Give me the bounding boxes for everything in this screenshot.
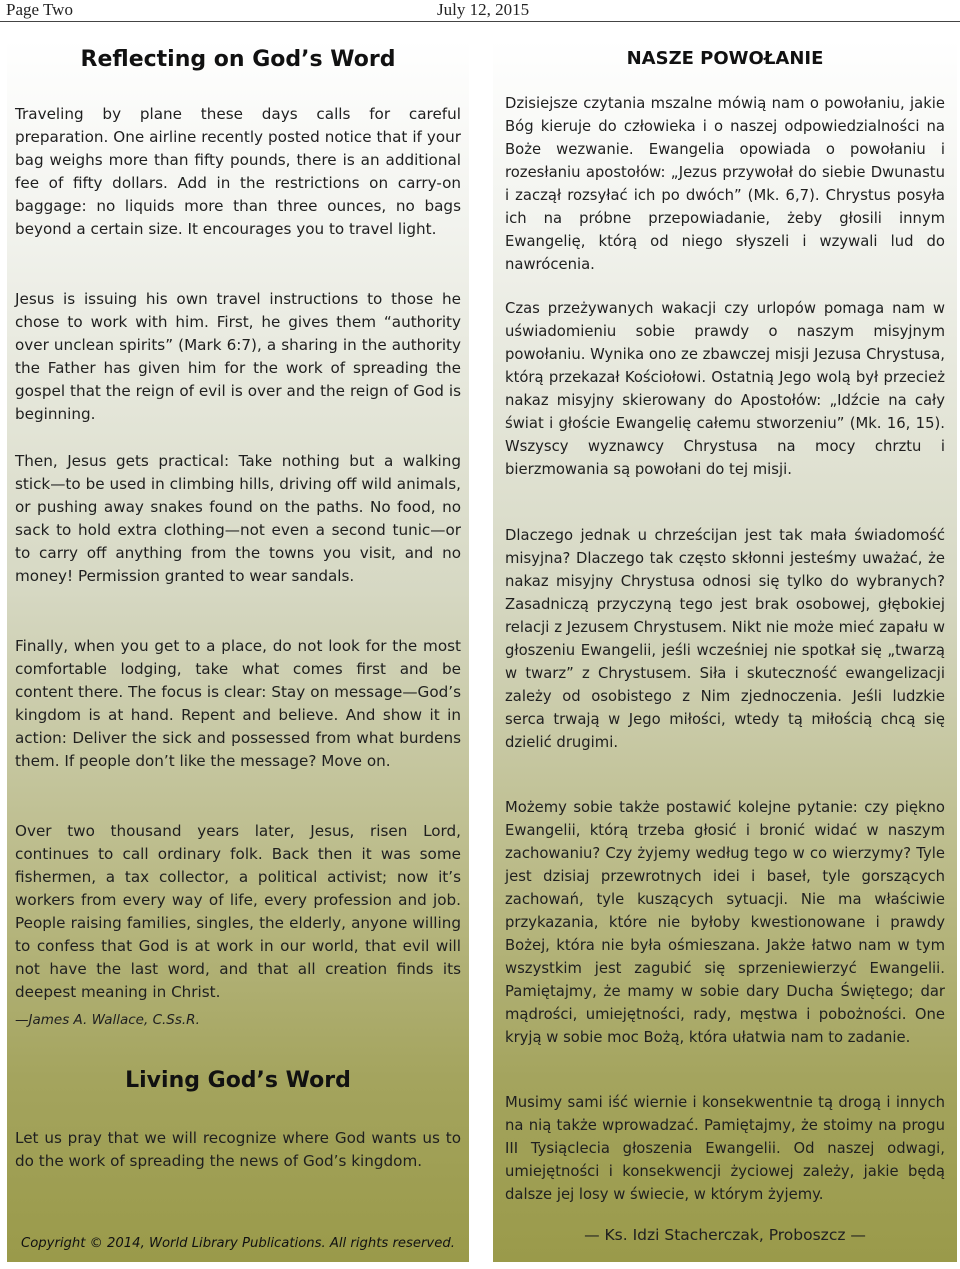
- author-signature: —James A. Wallace, C.Ss.R.: [15, 1012, 200, 1028]
- page-header: [0, 0, 960, 22]
- paragraph-1: Traveling by plane these days calls for careful preparation. One airline recently posted notice that if your bag weighs more than fifty pounds, there is an additional fee of fifty dollars. Add in the restrictions on carry-on baggage: no liquids more than three ounces, no bags beyond a certain size. It encourages you to travel light.: [15, 105, 461, 238]
- paragraph-pl-3: Dlaczego jednak u chrześcijan jest tak mała świadomość misyjna? Dlaczego tak często skłonni jesteśmy uważać, że nakaz misyjny Chrystusa odnosi się tylko do wybranych? Zasadniczą przyczyną tego jest brak osobowej, głębokiej relacji z Jezusem Chrystusem. Nikt nie może mieć zapału w głoszeniu Ewangelii, jeśli wcześniej nie spotkał się „twarzą w twarz” z Chrystusem. Siła i skuteczność ewangelizacji zależy od osobistego z Nim zjednoczenia. Jeśli ludzkie serca trwają w Jego miłości, wtedy tą miłością chcą się dzielić drugimi.: [505, 527, 945, 751]
- english-column: [7, 40, 469, 1262]
- living-text: Let us pray that we will recognize where God wants us to do the work of spreading the news of God’s kingdom.: [15, 1129, 461, 1170]
- paragraph-pl-1: Dzisiejsze czytania mszalne mówią nam o powołaniu, jakie Bóg kieruje do człowieka i o naszej odpowiedzialności na Boże wezwanie. Ewangelia opowiada o powołaniu i rozesłaniu apostołów: „Jezus przywołał do siebie Dwunastu i zaczął rozsyłać ich po dwóch” (Mk. 6,7). Chrystus posyła ich na próbne przepowiadanie, żeby głosili innym Ewangelię, którą od niego słyszeli i wzywali lud do nawrócenia.: [505, 95, 945, 273]
- paragraph-2: Jesus is issuing his own travel instructions to those he chose to work with him. First, he gives them “authority over unclean spirits” (Mark 6:7), a sharing in the authority the Father has given him for the work of spreading the gospel that the reign of evil is over and the reign of God is beginning.: [15, 290, 461, 423]
- powolanie-title: NASZE POWOŁANIE: [626, 48, 824, 69]
- paragraph-pl-2: Czas przeżywanych wakacji czy urlopów pomaga nam w uświadomieniu sobie prawdy o naszym misyjnym powołaniu. Wynika ono ze zbawczej misji Jezusa Chrystusa, którą przekazał Kościołowi. Ostatnią Jego wolą był przecież nakaz misyjny skierowany do Apostołów: „Idźcie na cały świat i głoście Ewangelię całemu stworzeniu” (Mk. 16, 15). Wszyscy wyznawcy Chrystusa na mocy chrztu i bierzmowania są powołani do tej misji.: [505, 300, 945, 478]
- polish-column: [493, 40, 957, 1262]
- pastor-signature: — Ks. Idzi Stacherczak, Proboszcz —: [584, 1226, 866, 1244]
- copyright-notice: Copyright © 2014, World Library Publications. All rights reserved.: [21, 1236, 455, 1251]
- reflecting-title: Reflecting on God’s Word: [80, 47, 396, 72]
- page-number: Page Two: [6, 0, 73, 19]
- paragraph-pl-5: Musimy sami iść wiernie i konsekwentnie tą drogą i innych na nią także wprowadzać. Pamiętajmy, że stoimy na progu III Tysiąclecia głoszenia Ewangelii. Od naszej odwagi, umiejętności i konsekwencji życiowej zależy, jakie będą dalsze jej losy w świecie, w którym żyjemy.: [505, 1094, 945, 1203]
- living-title: Living God’s Word: [125, 1068, 351, 1093]
- issue-date: July 12, 2015: [437, 0, 530, 19]
- paragraph-pl-4: Możemy sobie także postawić kolejne pytanie: czy piękno Ewangelii, którą trzeba głosić i bronić widać w naszym zachowaniu? Czy żyjemy według tego w co wierzymy? Tyle jest dzisiaj przewrotnych idei i baseł, tyle gorszących zachowań, tyle kuszących sytuacji. Nie ma właściwie przykazania, które nie byłoby kwestionowane i prawdy Bożej, która nie była ośmieszana. Jakże łatwo nam w tym wszystkim jest zagubić się sprzeniewierzyć Ewangelii. Pamiętajmy, że mamy w sobie dary Ducha Świętego; dar mądrości, umiejętności, rady, męstwa i pobożności. One kryją w sobie moc Bożą, która ułatwia nam to zadanie.: [505, 799, 945, 1046]
- paragraph-4: Finally, when you get to a place, do not look for the most comfortable lodging, take what comes first and be content there. The focus is clear: Stay on message—God’s kingdom is at hand. Repent and believe. And show it in action: Deliver the sick and possessed from what burdens them. If people don’t like the message? Move on.: [15, 637, 461, 770]
- paragraph-5: Over two thousand years later, Jesus, risen Lord, continues to call ordinary folk. Back then it was some fishermen, a tax collector, a political activist; now it’s workers from every way of life, every profession and job. People raising families, singles, the elderly, anyone willing to confess that God is at work in our world, that evil will not have the last word, and that all creation finds its deepest meaning in Christ.: [15, 822, 461, 1001]
- paragraph-3: Then, Jesus gets practical: Take nothing but a walking stick—to be used in climbing hills, driving off wild animals, or pushing away snakes found on the paths. No food, no sack to hold extra clothing—not even a second tunic—or to carry off anything from the towns you visit, and no money! Permission granted to wear sandals.: [15, 452, 461, 585]
